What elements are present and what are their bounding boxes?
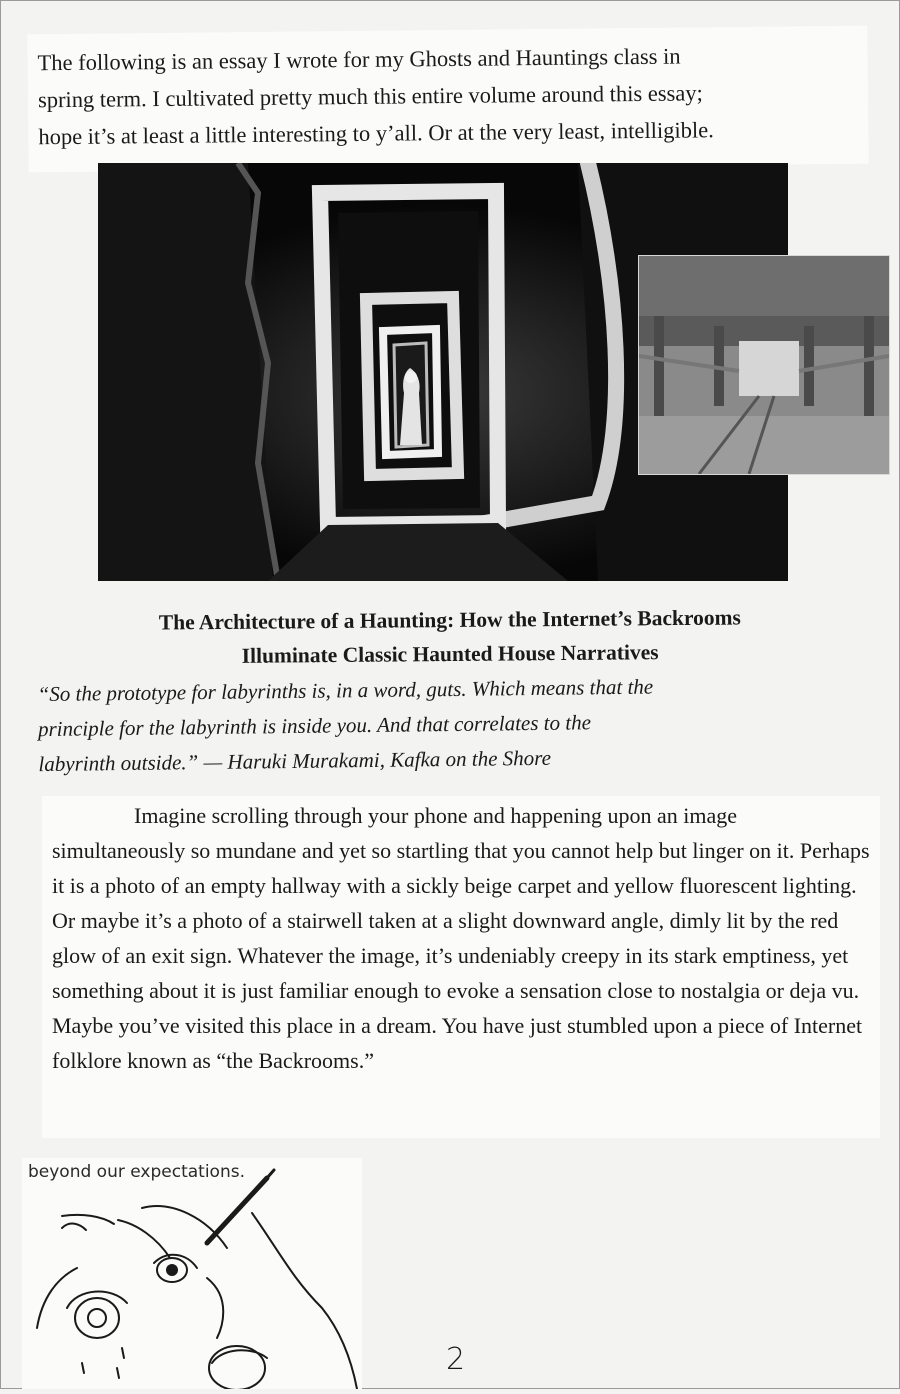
concrete-hall-photo [638,255,890,475]
essay-body [42,796,880,1138]
intro-note [27,26,868,173]
title-line-2: Illuminate Classic Haunted House Narratives [241,640,659,668]
face-sketch [22,1158,362,1389]
essay-title [40,599,861,674]
concrete-hall-illustration [639,256,889,474]
intro-line-2: spring term. I cultivated pretty much this entire volume around this essay; [37,80,703,113]
epigraph [37,667,868,782]
title-line-1: The Architecture of a Haunting: How the Internet’s Backrooms [158,605,741,635]
page-number: 2 [446,1342,466,1377]
essay-paragraph: Imagine scrolling through your phone and happening upon an image simultaneously so mundane and yet so startling that you cannot help but linger on it. Perhaps it is a photo of an empty hallway with a sickly beige carpet and yellow fluorescent lighting. Or maybe it’s a photo of a stairwell taken at a slight downward angle, dimly lit by the red glow of an exit sign. Whatever the image, it’s undeniably creepy in its stark emptiness, yet something about it is just familiar enough to evoke a sensation close to nostalgia or deja vu. Maybe you’ve visited this place in a dream. You have just stumbled upon a piece of Internet folklore known as “the Backrooms.” [52,803,870,1073]
intro-line-3: hope it’s at least a little interesting to y’all. Or at the very least, intelligible. [38,117,714,150]
epigraph-line-2: principle for the labyrinth is inside you. And that correlates to the [37,710,592,742]
intro-line-1: The following is an essay I wrote for my Ghosts and Hauntings class in [37,43,681,76]
epigraph-line-1: “So the prototype for labyrinths is, in a word, guts. Which means that the [37,674,654,707]
sketch-panel [22,1158,362,1389]
epigraph-line-3: labyrinth outside.” — Haruki Murakami, Kafka on the Shore [38,745,552,777]
sketch-caption: beyond our expectations. [28,1162,245,1182]
